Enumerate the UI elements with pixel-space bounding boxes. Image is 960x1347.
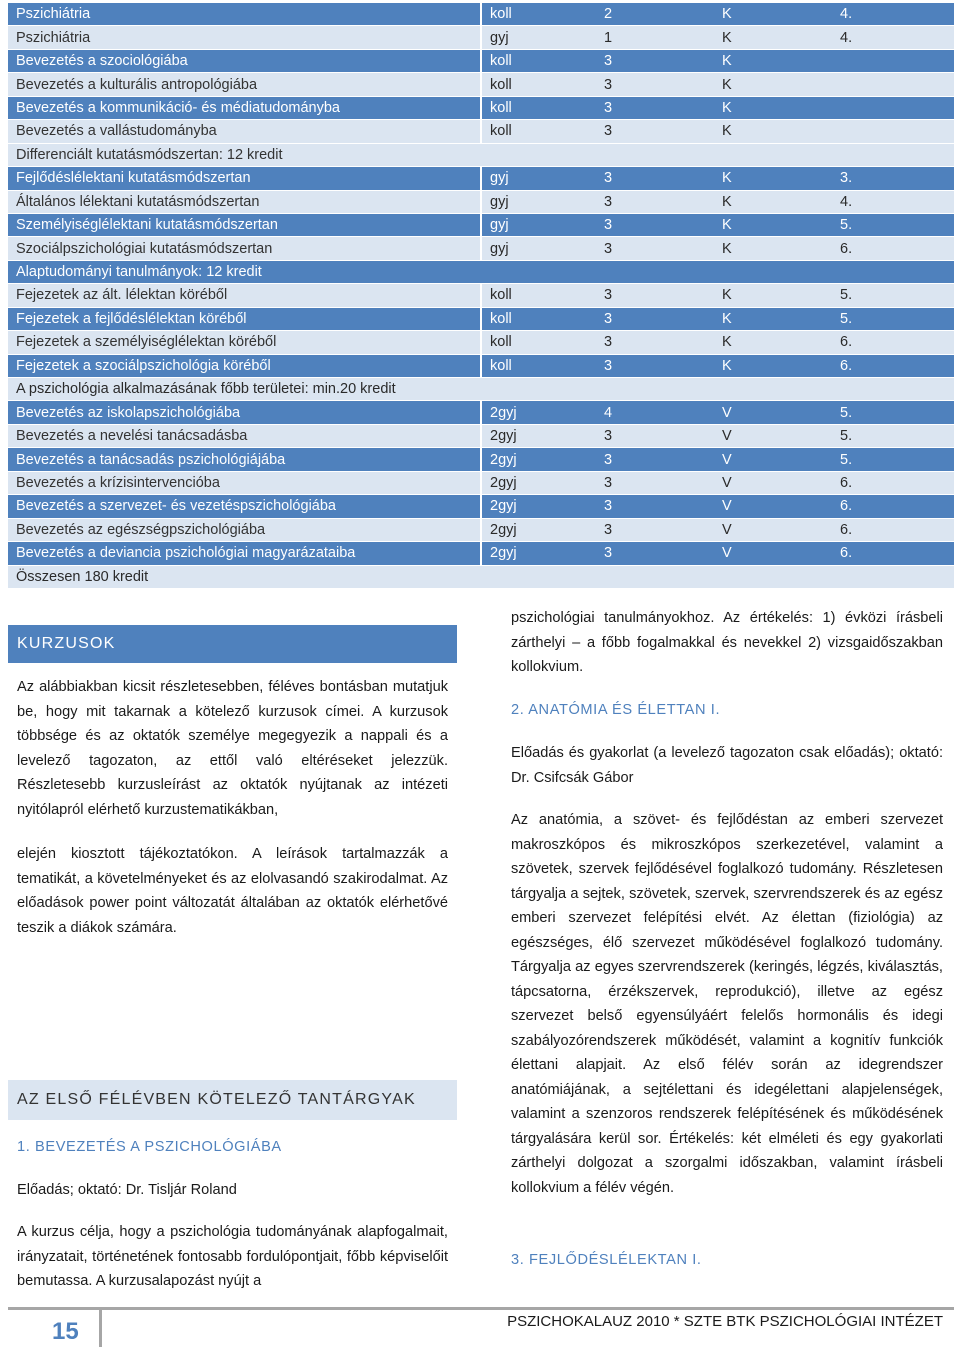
exam-type-cell: koll — [481, 120, 596, 143]
semester-cell — [832, 96, 954, 119]
table-row — [8, 307, 954, 330]
category-cell: K — [714, 331, 832, 354]
credit-cell: 3 — [596, 237, 714, 260]
exam-type-cell: koll — [481, 331, 596, 354]
course2-title: 2. ANATÓMIA ÉS ÉLETTAN I. — [511, 702, 721, 718]
credit-cell: 3 — [596, 73, 714, 96]
credit-cell: 3 — [596, 284, 714, 307]
exam-type-cell: gyj — [481, 237, 596, 260]
course-name-cell: Bevezetés a tanácsadás pszichológiájába — [8, 448, 481, 471]
course-name-cell: Bevezetés a deviancia pszichológiai magyarázataiba — [8, 542, 481, 565]
semester-cell — [832, 120, 954, 143]
exam-type-cell: 2gyj — [481, 518, 596, 541]
course2-description: Az anatómia, a szövet- és fejlődéstan az emberi szervezet makroszkópos és mikroszkópos szerkezetével, valamint a szövetek, szervek fejlődésével foglalkozó tudomány. Részletesen tárgyalja a sejtek, szövetek, szervek, szervrendszerek és az egész emberi szervezet felépítési elvét. Az élettan (fiziológia) az egészséges, élő szervezet működésével foglalkozó tudomány. Tárgyalja az egyes szervrendszerek (keringés, légzés, kiválasztás, tápcsatorna, érzékszervek, reprodukció), illetve az egész szervezet belső egyensúlyáért felelős hormonális és idegi szabályozórendszerek működését, valamint a kognitív funkciók élettani alapjait. Az első félév során az idegrendszer anatómiájának, a sejtélettani és idegélettani alapjelenségek, valamint a szenzoros rendszerek felépítésének és működésének tárgyalására kerül sor. Értékelés: két elméleti és egy gyakorlati zárthelyi dolgozat a szorgalmi időszakban, valamint írásbeli kollokvium a félév végén. — [511, 812, 943, 1196]
category-cell: K — [714, 120, 832, 143]
category-cell: V — [714, 424, 832, 447]
exam-type-cell: koll — [481, 284, 596, 307]
semester-cell: 5. — [832, 213, 954, 236]
table-row — [8, 73, 954, 96]
exam-type-cell: 2gyj — [481, 401, 596, 424]
semester-cell: 4. — [832, 3, 954, 26]
table-row — [8, 495, 954, 518]
page-number — [52, 1310, 102, 1347]
table-row — [8, 167, 954, 190]
semester-cell: 6. — [832, 495, 954, 518]
table-section-cell: Alaptudományi tanulmányok: 12 kredit — [8, 260, 954, 283]
course-name-cell: Fejezetek a fejlődéslélektan köréből — [8, 307, 481, 330]
course-name-cell: Bevezetés a kommunikáció- és médiatudományba — [8, 96, 481, 119]
semester-cell — [832, 49, 954, 72]
category-cell: K — [714, 3, 832, 26]
semester-cell: 4. — [832, 26, 954, 49]
table-row — [8, 213, 954, 236]
semester-cell — [832, 73, 954, 96]
exam-type-cell: gyj — [481, 190, 596, 213]
table-row — [8, 237, 954, 260]
table-row — [8, 518, 954, 541]
course-table — [8, 3, 954, 589]
table-row — [8, 96, 954, 119]
course3-title: 3. FEJLŐDÉSLÉLEKTAN I. — [511, 1252, 702, 1268]
credit-cell: 3 — [596, 495, 714, 518]
table-row — [8, 26, 954, 49]
table-row — [8, 260, 954, 283]
exam-type-cell: 2gyj — [481, 424, 596, 447]
course-name-cell: Pszichiátria — [8, 26, 481, 49]
credit-cell: 3 — [596, 542, 714, 565]
course-name-cell: Bevezetés a kulturális antropológiába — [8, 73, 481, 96]
footer-title: PSZICHOKALAUZ 2010 * SZTE BTK PSZICHOLÓGIAI INTÉZET — [507, 1313, 943, 1330]
category-cell: K — [714, 49, 832, 72]
credit-cell: 4 — [596, 401, 714, 424]
exam-type-cell: gyj — [481, 26, 596, 49]
course-name-cell: Fejlődéslélektani kutatásmódszertan — [8, 167, 481, 190]
category-cell: V — [714, 518, 832, 541]
exam-type-cell: koll — [481, 3, 596, 26]
table-row — [8, 284, 954, 307]
course-name-cell: Bevezetés a vallástudományba — [8, 120, 481, 143]
credit-cell: 2 — [596, 3, 714, 26]
footer-divider — [8, 1307, 954, 1310]
intro-paragraph: Az alábbiakban kicsit részletesebben, féléves bontásban mutatjuk be, hogy mit takarnak a kötelező kurzusok címei. A kurzusok többsége és az oktatók személye megegyezik a nappali és a levelező tagozaton, az ettől való eltéréseket jelezzük. Részletesebb kurzusleírást az oktatók nyújtanak az intézeti nyitólapról elérhető kurzustematikákban, — [17, 679, 448, 818]
semester-cell: 6. — [832, 354, 954, 377]
category-cell: K — [714, 237, 832, 260]
category-cell: K — [714, 73, 832, 96]
exam-type-cell: 2gyj — [481, 542, 596, 565]
credit-cell: 3 — [596, 424, 714, 447]
table-row — [8, 190, 954, 213]
semester-cell: 5. — [832, 424, 954, 447]
credit-cell: 3 — [596, 448, 714, 471]
category-cell: K — [714, 167, 832, 190]
table-row — [8, 143, 954, 166]
credit-cell: 3 — [596, 96, 714, 119]
credit-cell: 3 — [596, 471, 714, 494]
category-cell: K — [714, 284, 832, 307]
exam-type-cell: gyj — [481, 213, 596, 236]
semester-cell: 6. — [832, 542, 954, 565]
table-row — [8, 424, 954, 447]
kurzusok-heading — [8, 625, 457, 663]
course-name-cell: Fejezetek a személyiséglélektan köréből — [8, 331, 481, 354]
course-name-cell: Szociálpszichológiai kutatásmódszertan — [8, 237, 481, 260]
course-name-cell: Bevezetés a szervezet- és vezetéspszichológiába — [8, 495, 481, 518]
course-name-cell: Bevezetés a krízisintervencióba — [8, 471, 481, 494]
table-row — [8, 401, 954, 424]
credit-cell: 3 — [596, 354, 714, 377]
table-section-cell: A pszichológia alkalmazásának főbb területei: min.20 kredit — [8, 378, 954, 401]
course-name-cell: Bevezetés a nevelési tanácsadásba — [8, 424, 481, 447]
course1-title: 1. BEVEZETÉS A PSZICHOLÓGIÁBA — [17, 1139, 282, 1155]
credit-cell: 1 — [596, 26, 714, 49]
semester-cell: 5. — [832, 284, 954, 307]
category-cell: V — [714, 448, 832, 471]
category-cell: V — [714, 495, 832, 518]
table-row — [8, 331, 954, 354]
table-row — [8, 3, 954, 26]
category-cell: K — [714, 96, 832, 119]
semester-cell: 6. — [832, 471, 954, 494]
table-row — [8, 378, 954, 401]
semester-cell: 3. — [832, 167, 954, 190]
course-name-cell: Személyiséglélektani kutatásmódszertan — [8, 213, 481, 236]
course1-description-continued: pszichológiai tanulmányokhoz. Az értékelés: 1) évközi írásbeli zárthelyi – a főbb fogalmakkal és nevekkel 2) vizsgaidőszakban kollokvium. — [511, 610, 943, 675]
exam-type-cell: gyj — [481, 167, 596, 190]
table-row — [8, 354, 954, 377]
credit-cell: 3 — [596, 518, 714, 541]
table-section-cell: Összesen 180 kredit — [8, 565, 954, 588]
category-cell: V — [714, 471, 832, 494]
exam-type-cell: koll — [481, 96, 596, 119]
category-cell: K — [714, 354, 832, 377]
table-row — [8, 49, 954, 72]
course-name-cell: Pszichiátria — [8, 3, 481, 26]
table-row — [8, 565, 954, 588]
course1-meta: Előadás; oktató: Dr. Tisljár Roland — [17, 1182, 237, 1198]
course-table-body — [8, 3, 954, 588]
course-name-cell: Fejezetek a szociálpszichológia köréből — [8, 354, 481, 377]
semester-cell: 4. — [832, 190, 954, 213]
course-name-cell: Általános lélektani kutatásmódszertan — [8, 190, 481, 213]
course-name-cell: Bevezetés a szociológiába — [8, 49, 481, 72]
credit-cell: 3 — [596, 49, 714, 72]
exam-type-cell: koll — [481, 49, 596, 72]
intro-paragraph-continued: elején kiosztott tájékoztatókon. A leírások tartalmazzák a tematikát, a követelményeket és az elolvasandó szakirodalmat. Az előadások power point változatát általában az oktatók elérhetővé teszik a diákok számára. — [17, 846, 448, 936]
course-name-cell: Bevezetés az egészségpszichológiába — [8, 518, 481, 541]
exam-type-cell: koll — [481, 307, 596, 330]
semester-cell: 5. — [832, 307, 954, 330]
semester-cell: 6. — [832, 237, 954, 260]
exam-type-cell: 2gyj — [481, 495, 596, 518]
page-number-text: 15 — [52, 1318, 79, 1345]
first-semester-heading — [8, 1080, 457, 1120]
credit-cell: 3 — [596, 307, 714, 330]
table-row — [8, 542, 954, 565]
course-name-cell: Bevezetés az iskolapszichológiába — [8, 401, 481, 424]
semester-cell: 6. — [832, 518, 954, 541]
course2-meta: Előadás és gyakorlat (a levelező tagozaton csak előadás); oktató: Dr. Csifcsák Gábor — [511, 745, 943, 786]
credit-cell: 3 — [596, 190, 714, 213]
table-row — [8, 448, 954, 471]
first-semester-heading-text: AZ ELSŐ FÉLÉVBEN KÖTELEZŐ TANTÁRGYAK — [17, 1091, 416, 1108]
category-cell: K — [714, 213, 832, 236]
table-section-cell: Differenciált kutatásmódszertan: 12 kredit — [8, 143, 954, 166]
category-cell: K — [714, 307, 832, 330]
table-row — [8, 120, 954, 143]
semester-cell: 5. — [832, 401, 954, 424]
category-cell: K — [714, 26, 832, 49]
exam-type-cell: koll — [481, 73, 596, 96]
semester-cell: 6. — [832, 331, 954, 354]
course-name-cell: Fejezetek az ált. lélektan köréből — [8, 284, 481, 307]
course1-description: A kurzus célja, hogy a pszichológia tudományának alapfogalmait, irányzatait, történetének fontosabb fordulópontjait, főbb képviselőit bemutassa. A kurzusalapozást nyújt a — [17, 1224, 448, 1289]
kurzusok-heading-text: KURZUSOK — [17, 635, 116, 652]
table-row — [8, 471, 954, 494]
exam-type-cell: koll — [481, 354, 596, 377]
semester-cell: 5. — [832, 448, 954, 471]
category-cell: K — [714, 190, 832, 213]
category-cell: V — [714, 542, 832, 565]
exam-type-cell: 2gyj — [481, 448, 596, 471]
exam-type-cell: 2gyj — [481, 471, 596, 494]
credit-cell: 3 — [596, 120, 714, 143]
credit-cell: 3 — [596, 331, 714, 354]
credit-cell: 3 — [596, 213, 714, 236]
credit-cell: 3 — [596, 167, 714, 190]
category-cell: V — [714, 401, 832, 424]
